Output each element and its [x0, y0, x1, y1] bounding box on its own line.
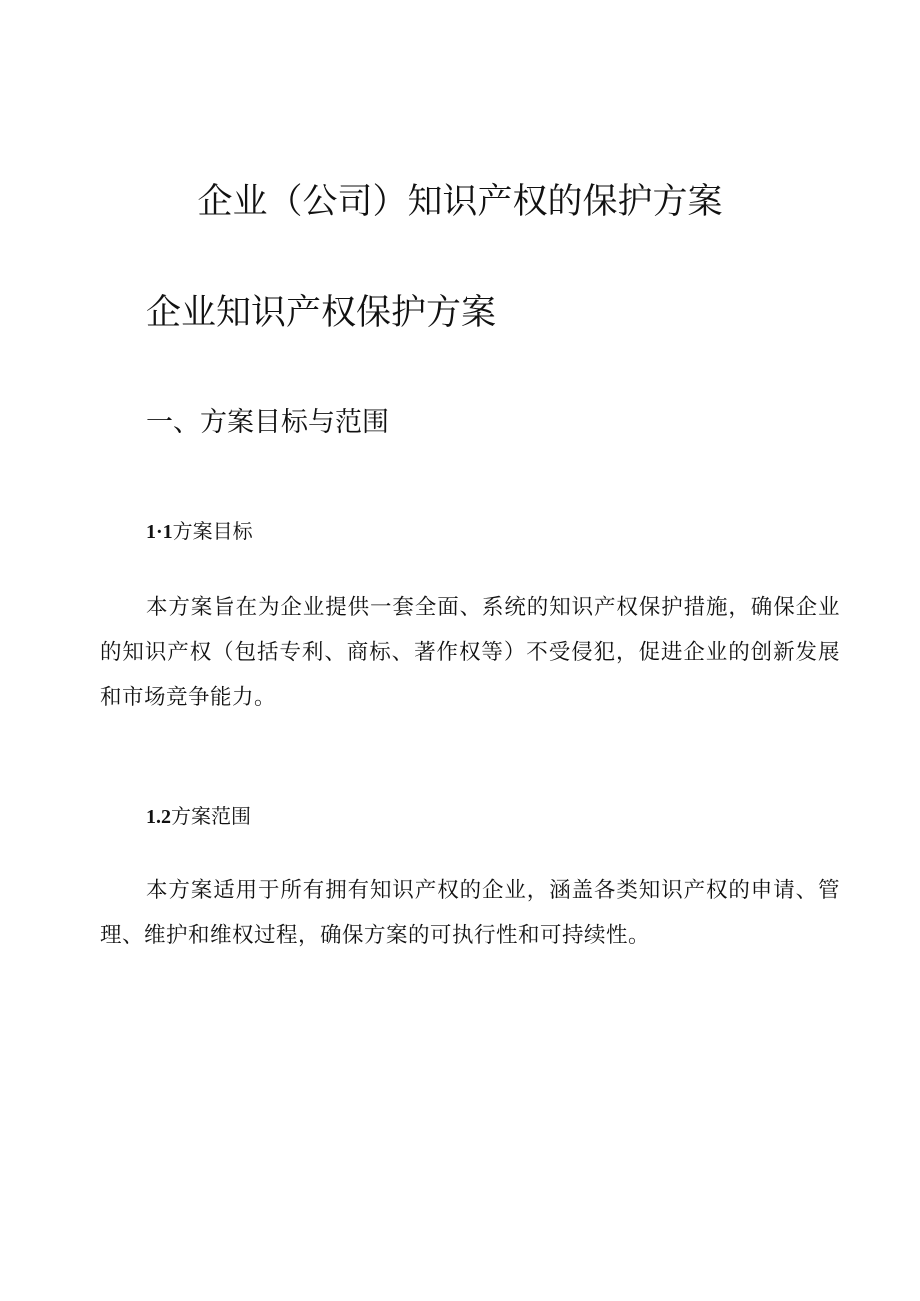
- document-subtitle: 企业知识产权保护方案: [146, 293, 497, 333]
- section-heading: 一、方案目标与范围: [146, 407, 389, 438]
- subsection-title: 方案目标: [172, 519, 253, 543]
- paragraph-scope: 本方案适用于所有拥有知识产权的企业，涵盖各类知识产权的申请、管理、维护和维权过程，确保方案的可执行性和可持续性。: [100, 878, 840, 948]
- subsection-heading-scope: [146, 800, 251, 829]
- subsection-number: 1.2: [146, 806, 171, 828]
- subsection-number: 1·1: [146, 521, 173, 543]
- paragraph-goal: 本方案旨在为企业提供一套全面、系统的知识产权保护措施，确保企业的知识产权（包括专利、商标、著作权等）不受侵犯，促进企业的创新发展和市场竞争能力。: [100, 595, 840, 710]
- document-title: 企业（公司）知识产权的保护方案: [197, 182, 723, 222]
- subsection-heading-goal: [146, 515, 253, 544]
- subsection-title: 方案范围: [171, 804, 251, 828]
